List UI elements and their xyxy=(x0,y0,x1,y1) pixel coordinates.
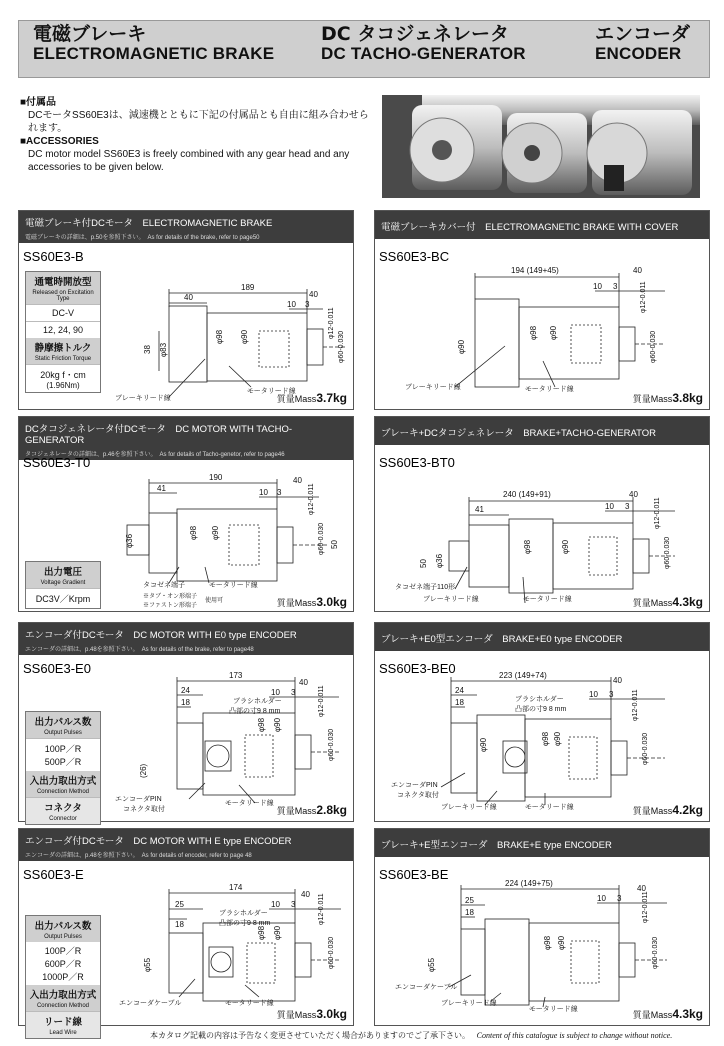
svg-text:φ98: φ98 xyxy=(189,525,198,540)
svg-text:40: 40 xyxy=(184,293,193,302)
mass-label: 質量Mass4.2kg xyxy=(632,803,703,817)
spec-brake: 通電時開放型 Released on Excitation Type DC-V 12, 24, 90 静摩擦トルク Static Friction Torque 20kg f・cm (1.96Nm) xyxy=(25,271,101,393)
motor-photo-illustration xyxy=(382,95,700,198)
svg-text:24: 24 xyxy=(181,686,190,695)
svg-text:25: 25 xyxy=(175,900,184,909)
svg-text:タコゼネ端子110形: タコゼネ端子110形 xyxy=(395,584,456,591)
svg-text:φ90: φ90 xyxy=(211,525,220,540)
dimension-drawing xyxy=(19,417,353,611)
header-encoder-jp: エンコーダ xyxy=(595,23,691,45)
svg-text:モータリード線: モータリード線 xyxy=(247,388,296,395)
panel-ss60e3-bt0 xyxy=(374,416,710,612)
svg-text:φ98: φ98 xyxy=(543,935,552,950)
svg-text:φ12-0.011: φ12-0.011 xyxy=(318,685,325,717)
header-encoder-en: ENCODER xyxy=(595,43,682,63)
svg-text:モータリード線: モータリード線 xyxy=(529,1006,578,1013)
svg-text:φ98: φ98 xyxy=(523,539,532,554)
intro-text xyxy=(20,96,370,174)
model-name: SS60E3-B xyxy=(23,249,84,264)
model-name: SS60E3-BE0 xyxy=(379,661,456,676)
svg-text:φ60-0.030: φ60-0.030 xyxy=(318,522,325,555)
svg-text:50: 50 xyxy=(419,559,428,568)
svg-text:173: 173 xyxy=(229,671,243,680)
svg-text:φ60-0.030: φ60-0.030 xyxy=(664,536,671,569)
svg-text:41: 41 xyxy=(475,505,484,514)
svg-text:φ98: φ98 xyxy=(529,325,538,340)
svg-text:φ12-0.011: φ12-0.011 xyxy=(642,891,649,923)
svg-text:3: 3 xyxy=(625,502,630,511)
svg-text:50: 50 xyxy=(330,540,339,549)
svg-text:コネクタ取付: コネクタ取付 xyxy=(397,792,439,799)
header-tacho-jp: DC タコジェネレータ xyxy=(321,23,509,45)
svg-text:凸部の寸9 8 mm: 凸部の寸9 8 mm xyxy=(229,708,281,715)
panel-ss60e3-bc xyxy=(374,210,710,410)
dimension-drawing xyxy=(375,417,709,611)
svg-text:φ60-0.030: φ60-0.030 xyxy=(338,330,345,363)
svg-text:10: 10 xyxy=(589,690,598,699)
svg-text:18: 18 xyxy=(181,698,190,707)
spec-encoder-e: 出力パルス数 Output Pulses 100P／R 600P／R 1000P／R 入出力取出方式 Connection Method リード線 Lead Wire xyxy=(25,915,101,1039)
svg-text:ブレーキリード線: ブレーキリード線 xyxy=(115,395,171,402)
svg-text:ブレーキリード線: ブレーキリード線 xyxy=(423,596,479,603)
svg-text:φ60-0.030: φ60-0.030 xyxy=(328,936,335,969)
mass-label: 質量Mass3.7kg xyxy=(276,391,347,405)
mass-label: 質量Mass3.0kg xyxy=(276,595,347,609)
svg-text:194 (149+45): 194 (149+45) xyxy=(511,266,559,275)
panel-title: 電磁ブレーキカバー付 ELECTROMAGNETIC BRAKE WITH COVER xyxy=(375,211,709,239)
svg-text:40: 40 xyxy=(299,678,308,687)
svg-text:モータリード線: モータリード線 xyxy=(525,386,574,393)
footer-notice xyxy=(150,1030,720,1041)
intro-en-text: DC motor model SS60E3 is freely combined with any gear head and any accessories to be given below. xyxy=(28,149,350,173)
dimension-drawing xyxy=(375,211,709,409)
spec-encoder-e0: 出力パルス数 Output Pulses 100P／R 500P／R 入出力取出方式 Connection Method コネクタ Connector xyxy=(25,711,101,825)
svg-text:φ12-0.011: φ12-0.011 xyxy=(640,281,647,313)
svg-text:10: 10 xyxy=(287,300,296,309)
svg-text:モータリード線: モータリード線 xyxy=(523,596,572,603)
model-name: SS60E3-BE xyxy=(379,867,449,882)
svg-text:凸部の寸9 8 mm: 凸部の寸9 8 mm xyxy=(219,920,271,927)
panel-title: ブレーキ+E0型エンコーダ BRAKE+E0 type ENCODER xyxy=(375,623,709,651)
svg-text:※タブ・オン形端子: ※タブ・オン形端子 xyxy=(143,594,198,600)
svg-text:(26): (26) xyxy=(139,763,148,778)
mass-label: 質量Mass3.8kg xyxy=(632,391,703,405)
mass-label: 質量Mass4.3kg xyxy=(632,595,703,609)
svg-text:3: 3 xyxy=(277,488,282,497)
svg-text:φ55: φ55 xyxy=(427,957,436,972)
spec-tacho: 出力電圧 Voltage Gradient DC3V／Krpm xyxy=(25,561,101,609)
svg-text:40: 40 xyxy=(637,884,646,893)
header-brake-en: ELECTROMAGNETIC BRAKE xyxy=(33,43,275,63)
svg-text:モータリード線: モータリード線 xyxy=(209,582,258,589)
panel-title: ブレーキ+E型エンコーダ BRAKE+E type ENCODER xyxy=(375,829,709,857)
footer-jp: 本カタログ記載の内容は予告なく変更させていただく場合がありますのでご了承下さい。 xyxy=(150,1031,470,1040)
svg-text:3: 3 xyxy=(305,300,310,309)
svg-text:φ90: φ90 xyxy=(273,925,282,940)
svg-text:コネクタ取付: コネクタ取付 xyxy=(123,806,165,813)
model-name: SS60E3-E xyxy=(23,867,84,882)
panel-ss60e3-e xyxy=(18,828,354,1036)
svg-text:φ60-0.030: φ60-0.030 xyxy=(652,936,659,969)
svg-text:モータリード線: モータリード線 xyxy=(225,800,274,807)
svg-text:φ90: φ90 xyxy=(553,731,562,746)
svg-text:φ90: φ90 xyxy=(273,717,282,732)
svg-text:モータリード線: モータリード線 xyxy=(225,1000,274,1007)
svg-text:40: 40 xyxy=(309,290,318,299)
intro-en-head: ■ACCESSORIES xyxy=(20,136,99,147)
svg-text:エンコーダケーブル: エンコーダケーブル xyxy=(119,1000,182,1007)
page-header xyxy=(18,20,710,78)
dimension-drawing xyxy=(375,623,709,821)
svg-text:ブレーキリード線: ブレーキリード線 xyxy=(405,384,461,391)
svg-text:3: 3 xyxy=(617,894,622,903)
svg-text:40: 40 xyxy=(301,890,310,899)
svg-text:φ12-0.011: φ12-0.011 xyxy=(318,893,325,925)
svg-text:10: 10 xyxy=(597,894,606,903)
svg-text:φ98: φ98 xyxy=(257,717,266,732)
model-name: SS60E3-E0 xyxy=(23,661,91,676)
svg-text:φ12-0.011: φ12-0.011 xyxy=(308,483,315,515)
model-name: SS60E3-BT0 xyxy=(379,455,455,470)
mass-label: 質量Mass4.3kg xyxy=(632,1007,703,1021)
panel-ss60e3-be xyxy=(374,828,710,1026)
svg-text:φ12-0.011: φ12-0.011 xyxy=(328,307,335,339)
svg-text:φ98: φ98 xyxy=(541,731,550,746)
intro-jp-text: DCモータSS60E3は、減速機とともに下記の付属品とも自由に組み合わせられます。 xyxy=(28,110,369,134)
svg-text:φ55: φ55 xyxy=(143,957,152,972)
svg-text:25: 25 xyxy=(465,896,474,905)
panel-title: エンコーダ付DCモータ DC MOTOR WITH E type ENCODER エンコーダの詳細は、p.48を参照下さい。 As for details of encoder, refer to page 48 xyxy=(19,829,353,861)
dim-length: 189 xyxy=(241,283,255,292)
svg-text:φ36: φ36 xyxy=(435,553,444,568)
svg-text:※ファストン形端子: ※ファストン形端子 xyxy=(143,603,197,609)
svg-text:174: 174 xyxy=(229,883,243,892)
header-brake-jp: 電磁ブレーキ xyxy=(33,23,147,45)
svg-text:10: 10 xyxy=(271,900,280,909)
svg-text:ブラシホルダー: ブラシホルダー xyxy=(219,910,268,917)
svg-text:タコゼネ端子: タコゼネ端子 xyxy=(143,582,185,589)
svg-text:φ83: φ83 xyxy=(159,342,168,357)
svg-text:φ12-0.011: φ12-0.011 xyxy=(654,497,661,529)
svg-text:φ60-0.030: φ60-0.030 xyxy=(328,728,335,761)
svg-text:18: 18 xyxy=(465,908,474,917)
dimension-drawing xyxy=(19,829,353,1025)
product-photo xyxy=(382,95,700,198)
model-name: SS60E3-BC xyxy=(379,249,450,264)
svg-text:40: 40 xyxy=(629,490,638,499)
panel-title: 電磁ブレーキ付DCモータ ELECTROMAGNETIC BRAKE 電磁ブレーキの詳細は、p.50を参照下さい。 As for details of the brake, refer to page50 xyxy=(19,211,353,243)
svg-text:18: 18 xyxy=(455,698,464,707)
svg-text:10: 10 xyxy=(605,502,614,511)
svg-text:使用可: 使用可 xyxy=(205,598,224,604)
panel-ss60e3-e0 xyxy=(18,622,354,822)
svg-text:40: 40 xyxy=(613,676,622,685)
svg-text:ブラシホルダー: ブラシホルダー xyxy=(233,698,282,705)
panel-title: エンコーダ付DCモータ DC MOTOR WITH E0 type ENCODER エンコーダの詳細は、p.48を参照下さい。 As for details of the brake, refer to page48 xyxy=(19,623,353,655)
svg-text:240 (149+91): 240 (149+91) xyxy=(503,490,551,499)
panel-ss60e3-t0 xyxy=(18,416,354,612)
model-name: SS60E3-T0 xyxy=(23,455,91,470)
svg-text:10: 10 xyxy=(271,688,280,697)
svg-text:エンコーダPIN: エンコーダPIN xyxy=(391,782,438,789)
header-col-tacho xyxy=(321,25,526,63)
header-col-brake xyxy=(33,25,274,63)
svg-text:3: 3 xyxy=(609,690,614,699)
svg-text:190: 190 xyxy=(209,473,223,482)
svg-text:φ12-0.011: φ12-0.011 xyxy=(632,689,639,721)
svg-text:φ90: φ90 xyxy=(479,737,488,752)
svg-text:40: 40 xyxy=(633,266,642,275)
svg-text:3: 3 xyxy=(613,282,618,291)
panel-title: DCタコジェネレータ付DCモータ DC MOTOR WITH TACHO-GENERATOR タコジェネレータの詳細は、p.46を参照下さい。 As for details of Tacho-genetor, refer to page46 xyxy=(19,417,353,460)
svg-text:38: 38 xyxy=(143,345,152,354)
mass-label: 質量Mass3.0kg xyxy=(276,1007,347,1021)
svg-text:24: 24 xyxy=(455,686,464,695)
dimension-drawing xyxy=(19,211,353,409)
svg-text:40: 40 xyxy=(293,476,302,485)
svg-text:φ90: φ90 xyxy=(457,339,466,354)
svg-text:φ90: φ90 xyxy=(561,539,570,554)
panel-ss60e3-be0 xyxy=(374,622,710,822)
svg-text:10: 10 xyxy=(593,282,602,291)
svg-text:モータリード線: モータリード線 xyxy=(525,804,574,811)
svg-text:エンコーダPIN: エンコーダPIN xyxy=(115,796,162,803)
intro-jp-head: ■付属品 xyxy=(20,97,57,108)
dimension-drawing xyxy=(375,829,709,1025)
svg-text:φ90: φ90 xyxy=(240,329,249,344)
svg-text:223 (149+74): 223 (149+74) xyxy=(499,671,547,680)
header-col-encoder xyxy=(595,25,690,63)
svg-text:φ90: φ90 xyxy=(557,935,566,950)
mass-label: 質量Mass2.8kg xyxy=(276,803,347,817)
header-tacho-en: DC TACHO-GENERATOR xyxy=(321,43,526,63)
svg-text:φ98: φ98 xyxy=(215,329,224,344)
svg-text:3: 3 xyxy=(291,900,296,909)
svg-text:41: 41 xyxy=(157,484,166,493)
svg-text:10: 10 xyxy=(259,488,268,497)
svg-text:φ98: φ98 xyxy=(257,925,266,940)
panel-title: ブレーキ+DCタコジェネレータ BRAKE+TACHO-GENERATOR xyxy=(375,417,709,445)
svg-text:18: 18 xyxy=(175,920,184,929)
svg-text:φ60-0.030: φ60-0.030 xyxy=(642,732,649,765)
dimension-drawing xyxy=(19,623,353,821)
svg-text:凸部の寸9 8 mm: 凸部の寸9 8 mm xyxy=(515,706,567,713)
svg-text:ブラシホルダー: ブラシホルダー xyxy=(515,696,564,703)
svg-text:φ60-0.030: φ60-0.030 xyxy=(650,330,657,363)
svg-text:ブレーキリード線: ブレーキリード線 xyxy=(441,804,497,811)
svg-text:エンコーダケーブル: エンコーダケーブル xyxy=(395,984,458,991)
svg-text:ブレーキリード線: ブレーキリード線 xyxy=(441,1000,497,1007)
panel-ss60e3-b xyxy=(18,210,354,410)
svg-text:3: 3 xyxy=(291,688,296,697)
svg-text:224 (149+75): 224 (149+75) xyxy=(505,879,553,888)
svg-text:φ90: φ90 xyxy=(549,325,558,340)
svg-text:φ36: φ36 xyxy=(125,533,134,548)
footer-en: Content of this catalogue is subject to change without notice. xyxy=(476,1031,673,1040)
